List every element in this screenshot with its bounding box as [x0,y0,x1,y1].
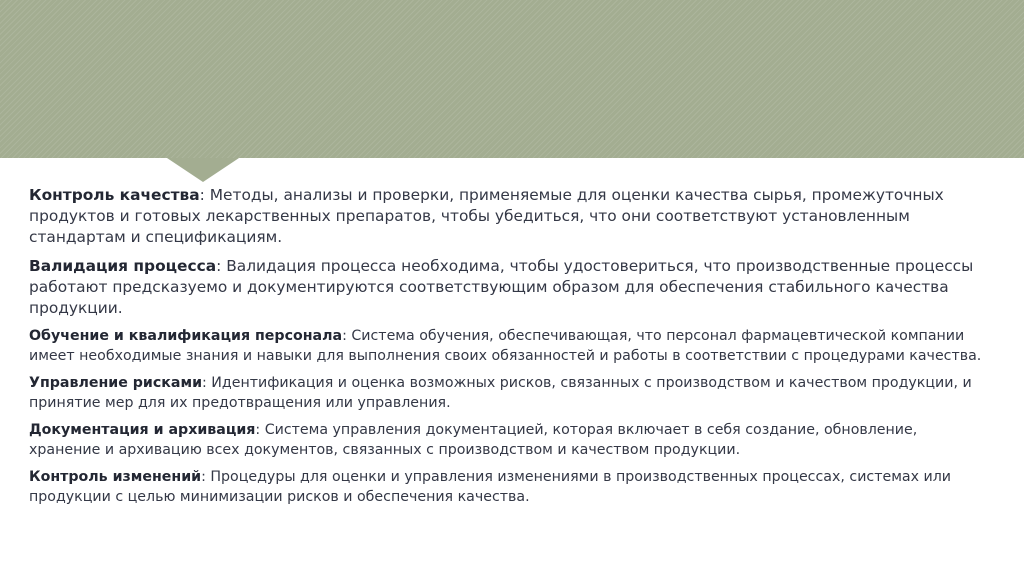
item-term: Управление рисками [29,375,203,391]
item-term: Контроль изменений [29,469,202,485]
list-item-staff-training [29,327,989,366]
item-term: Контроль качества [29,186,200,204]
list-item-documentation [29,421,989,460]
item-description: : Валидация процесса необходима, чтобы удостовериться, что производственные процессы работают предсказуемо и документируются соответствующим образом для обеспечения стабильного качества продукции. [29,257,974,317]
list-item-risk-management [29,374,989,413]
item-description: : Процедуры для оценки и управления изменениями в производственных процессах, системах или продукции с целью минимизации рисков и обеспечения качества. [29,469,952,505]
list-item-process-validation [29,256,989,319]
header-band [0,0,1024,158]
item-description: : Система управления документацией, которая включает в себя создание, обновление, хранение и архивацию всех документов, связанных с производством и качеством продукции. [29,422,918,458]
content-body [29,185,989,515]
item-term: Валидация процесса [29,257,217,275]
item-description: : Система обучения, обеспечивающая, что персонал фармацевтической компании имеет необходимые знания и навыки для выполнения своих обязанностей и работы в соответствии с процедурами качества. [29,328,982,364]
list-item-quality-control [29,185,989,248]
item-term: Документация и архивация [29,422,256,438]
item-description: : Методы, анализы и проверки, применяемые для оценки качества сырья, промежуточных продуктов и готовых лекарственных препаратов, чтобы убедиться, что они соответствуют установленным стандартам и спецификациям. [29,186,944,246]
header-notch [167,158,239,182]
list-item-change-control [29,468,989,507]
item-term: Обучение и квалификация персонала [29,328,343,344]
item-description: : Идентификация и оценка возможных рисков, связанных с производством и качеством продукции, и принятие мер для их предотвращения или управления. [29,375,972,411]
